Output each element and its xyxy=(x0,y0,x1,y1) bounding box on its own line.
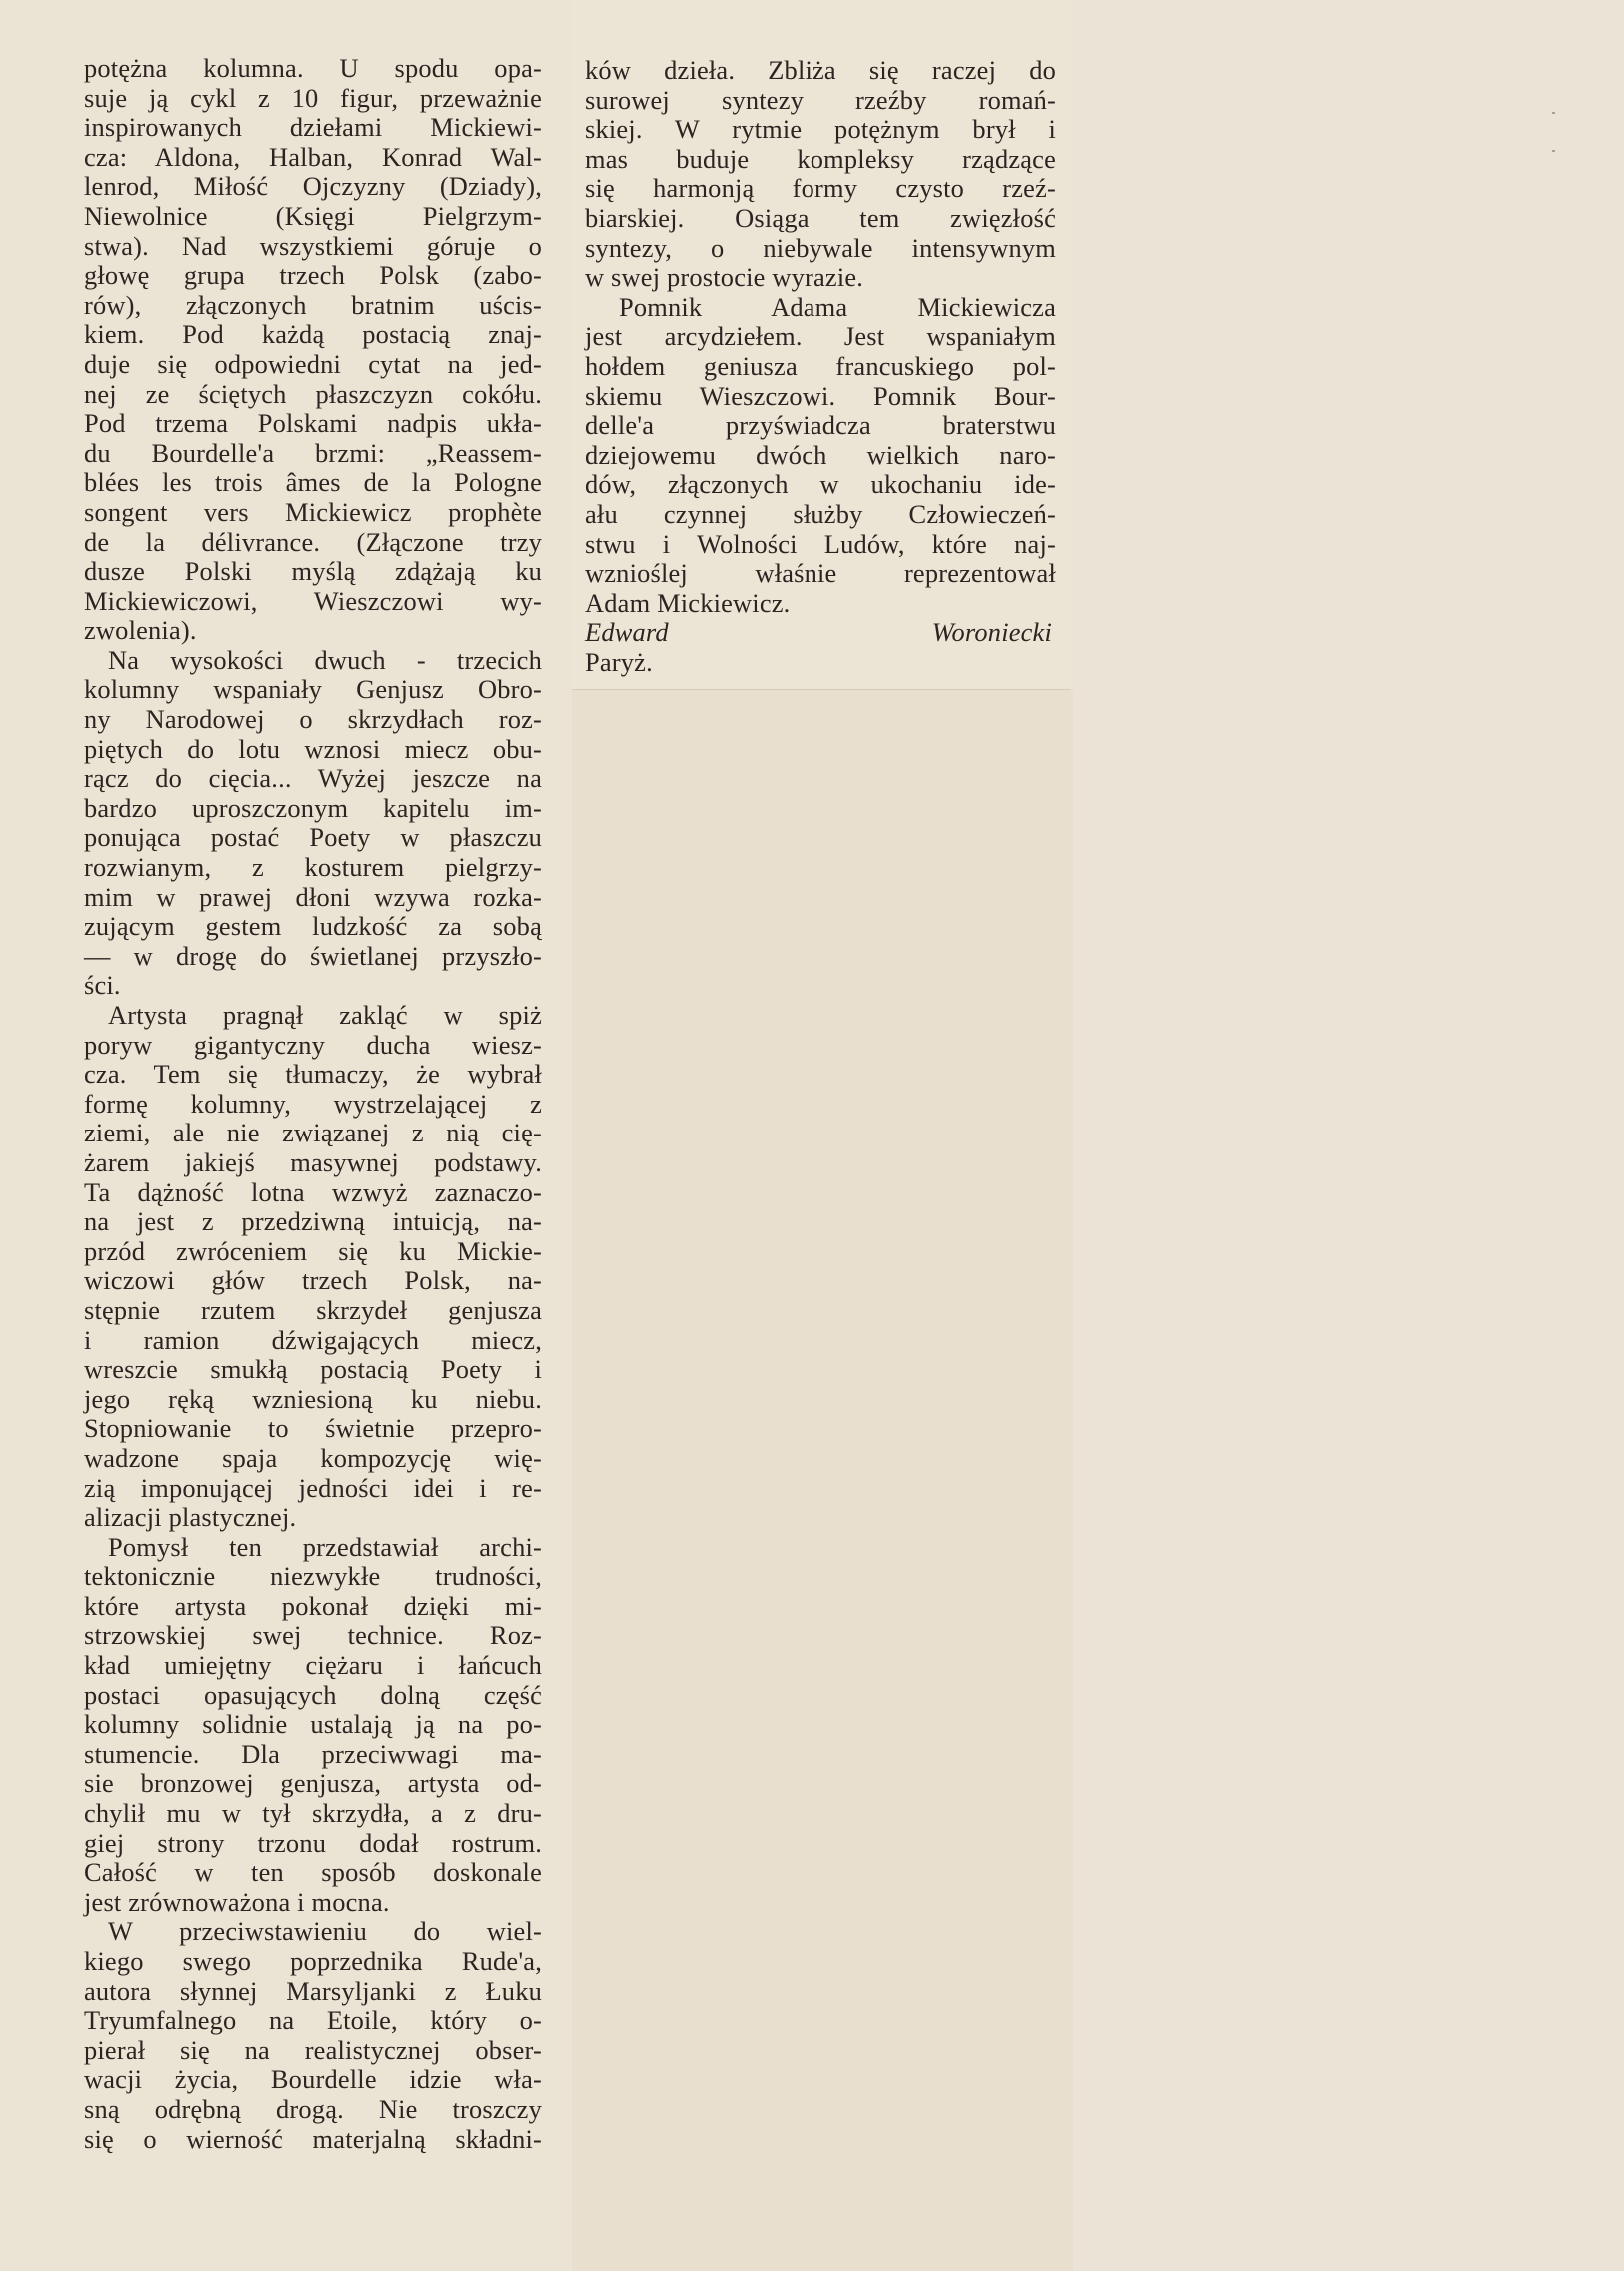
text-line: sie bronzowej genjusza, artysta od- xyxy=(84,1768,542,1799)
text-line: wacji życia, Bourdelle idzie wła- xyxy=(84,2064,542,2095)
text-line: Mickiewiczowi, Wieszczowi wy- xyxy=(84,585,542,616)
paragraph-first-line: Na wysokości dwuch - trzecich xyxy=(108,644,542,675)
text-line: się o wierność materjalną składni- xyxy=(84,2123,542,2154)
text-line: Tryumfalnego na Etoile, który o- xyxy=(84,2005,542,2036)
text-line: chylił mu w tył skrzydła, a z dru- xyxy=(84,1798,542,1829)
text-line: dziejowemu dwóch wielkich naro- xyxy=(585,439,1056,470)
text-line: surowej syntezy rzeźby romań- xyxy=(585,84,1056,115)
text-line: pierał się na realistycznej obser- xyxy=(84,2034,542,2065)
text-line: alizacji plastycznej. xyxy=(84,1502,297,1533)
paragraph-first-line: W przeciwstawieniu do wiel- xyxy=(108,1916,542,1947)
text-line: tektonicznie niezwykłe trudności, xyxy=(84,1561,542,1592)
text-line: ści. xyxy=(84,970,121,1001)
text-line: wiczowi głów trzech Polsk, na- xyxy=(84,1265,542,1296)
text-line: Adam Mickiewicz. xyxy=(585,587,791,618)
text-line: kład umiejętny ciężaru i łańcuch xyxy=(84,1650,542,1681)
text-line: duje się odpowiedni cytat na jed- xyxy=(84,348,542,379)
text-line: które artysta pokonał dzięki mi- xyxy=(84,1590,542,1621)
text-line: zującym gestem ludzkość za sobą xyxy=(84,911,542,942)
text-line: giej strony trzonu dodał rostrum. xyxy=(84,1827,542,1858)
text-line: formę kolumny, wystrzelającej z xyxy=(84,1088,542,1119)
text-line: postaci opasujących dolną część xyxy=(84,1679,542,1710)
text-line: żarem jakiejś masywnej podstawy. xyxy=(84,1146,542,1177)
article-right-column xyxy=(585,56,1056,677)
text-line: nej ze ściętych płaszczyzn cokółu. xyxy=(84,378,542,409)
text-line: ziemi, ale nie związanej z nią cię- xyxy=(84,1118,542,1148)
text-line: rozwianym, z kosturem pielgrzy- xyxy=(84,852,542,883)
text-line: strzowskiej swej technice. Roz- xyxy=(84,1620,542,1651)
author-signature: Edward Woroniecki xyxy=(585,617,1052,648)
text-line: jest arcydziełem. Jest wspaniałym xyxy=(585,321,1056,352)
text-line: się harmonją formy czysto rzeź- xyxy=(585,173,1056,204)
text-line: sną odrębną drogą. Nie troszczy xyxy=(84,2093,542,2124)
text-line: biarskiej. Osiąga tem zwięzłość xyxy=(585,202,1056,233)
text-line: kolumny wspaniały Genjusz Obro- xyxy=(84,674,542,705)
text-line: suje ją cykl z 10 figur, przeważnie xyxy=(84,82,542,113)
text-line: zią imponującej jedności idei i re- xyxy=(84,1472,542,1503)
text-line: rów), złączonych bratnim uścis- xyxy=(84,289,542,320)
text-line: ponująca postać Poety w płaszczu xyxy=(84,822,542,853)
text-line: stumencie. Dla przeciwwagi ma- xyxy=(84,1738,542,1769)
text-line: przód zwróceniem się ku Mickie- xyxy=(84,1235,542,1266)
text-line: dów, złączonych w ukochaniu ide- xyxy=(585,469,1056,500)
text-line: ału czynnej służby Człowieczeń- xyxy=(585,498,1056,529)
text-line: poryw gigantyczny ducha wiesz- xyxy=(84,1029,542,1060)
text-line: wadzone spaja kompozycję wię- xyxy=(84,1442,542,1473)
text-line: wreszcie smukłą postacią Poety i xyxy=(84,1354,542,1385)
text-line: delle'a przyświadcza braterstwu xyxy=(585,410,1056,441)
text-line: kiego swego poprzednika Rude'a, xyxy=(84,1946,542,1976)
text-line: cza: Aldona, Halban, Konrad Wal- xyxy=(84,141,542,172)
text-line: Niewolnice (Księgi Pielgrzym- xyxy=(84,200,542,231)
paragraph-first-line: Artysta pragnął zakląć w spiż xyxy=(108,1000,542,1030)
text-line: Stopniowanie to świetnie przepro- xyxy=(84,1413,542,1444)
text-line: bardzo uproszczonym kapitelu im- xyxy=(84,792,542,823)
text-line: w swej prostocie wyrazie. xyxy=(585,262,864,293)
paragraph-first-line: Pomnik Adama Mickiewicza xyxy=(619,291,1056,322)
article-left-column xyxy=(84,54,542,2154)
text-line: wznioślej właśnie reprezentował xyxy=(585,558,1056,589)
text-line: skiemu Wieszczowi. Pomnik Bour- xyxy=(585,380,1056,411)
text-line: ków dzieła. Zbliża się raczej do xyxy=(585,55,1056,85)
text-line: stwa). Nad wszystkiemi góruje o xyxy=(84,230,542,261)
right-column-end-rule xyxy=(572,689,1071,690)
text-line: de la délivrance. (Złączone trzy xyxy=(84,526,542,557)
margin-mark xyxy=(1552,112,1555,114)
text-line: jest zrównoważona i mocna. xyxy=(84,1886,390,1917)
text-line: cza. Tem się tłumaczy, że wybrał xyxy=(84,1059,542,1090)
text-line: zwolenia). xyxy=(84,615,197,646)
text-line: i ramion dźwigających miecz, xyxy=(84,1324,542,1355)
text-line: jego ręką wzniesioną ku niebu. xyxy=(84,1383,542,1414)
text-line: Ta dążność lotna wzwyż zaznaczo- xyxy=(84,1176,542,1207)
text-line: piętych do lotu wznosi miecz obu- xyxy=(84,733,542,764)
text-line: inspirowanych dziełami Mickiewi- xyxy=(84,112,542,143)
text-line: potężna kolumna. U spodu opa- xyxy=(84,53,542,83)
text-line: mim w prawej dłoni wzywa rozka- xyxy=(84,881,542,912)
text-line: — w drogę do świetlanej przyszło- xyxy=(84,940,542,971)
text-line: ny Narodowej o skrzydłach roz- xyxy=(84,704,542,735)
text-line: kiem. Pod każdą postacią znaj- xyxy=(84,319,542,350)
text-line: syntezy, o niebywale intensywnym xyxy=(585,232,1056,263)
text-line: Całość w ten sposób doskonale xyxy=(84,1857,542,1888)
margin-mark xyxy=(1552,150,1555,152)
dateline-place: Paryż. xyxy=(585,646,653,677)
text-line: blées les trois âmes de la Pologne xyxy=(84,467,542,498)
text-line: du Bourdelle'a brzmi: „Reassem- xyxy=(84,437,542,468)
text-line: hołdem geniusza francuskiego pol- xyxy=(585,350,1056,381)
text-line: stwu i Wolności Ludów, które naj- xyxy=(585,528,1056,559)
text-line: skiej. W rytmie potężnym brył i xyxy=(585,114,1056,145)
page-margin xyxy=(1073,0,1624,2271)
text-line: mas buduje kompleksy rządzące xyxy=(585,143,1056,174)
text-line: kolumny solidnie ustalają ją na po- xyxy=(84,1709,542,1740)
text-line: na jest z przedziwną intuicją, na- xyxy=(84,1206,542,1237)
text-line: rącz do cięcia... Wyżej jeszcze na xyxy=(84,763,542,794)
text-line: stępnie rzutem skrzydeł genjusza xyxy=(84,1294,542,1325)
text-line: dusze Polski myślą zdążają ku xyxy=(84,556,542,587)
text-line: Pod trzema Polskami nadpis ukła- xyxy=(84,408,542,439)
text-line: głowę grupa trzech Polsk (zabo- xyxy=(84,260,542,291)
text-line: lenrod, Miłość Ojczyzny (Dziady), xyxy=(84,171,542,202)
paragraph-first-line: Pomysł ten przedstawiał archi- xyxy=(108,1531,542,1562)
text-line: autora słynnej Marsyljanki z Łuku xyxy=(84,1975,542,2006)
text-line: songent vers Mickiewicz prophète xyxy=(84,496,542,527)
